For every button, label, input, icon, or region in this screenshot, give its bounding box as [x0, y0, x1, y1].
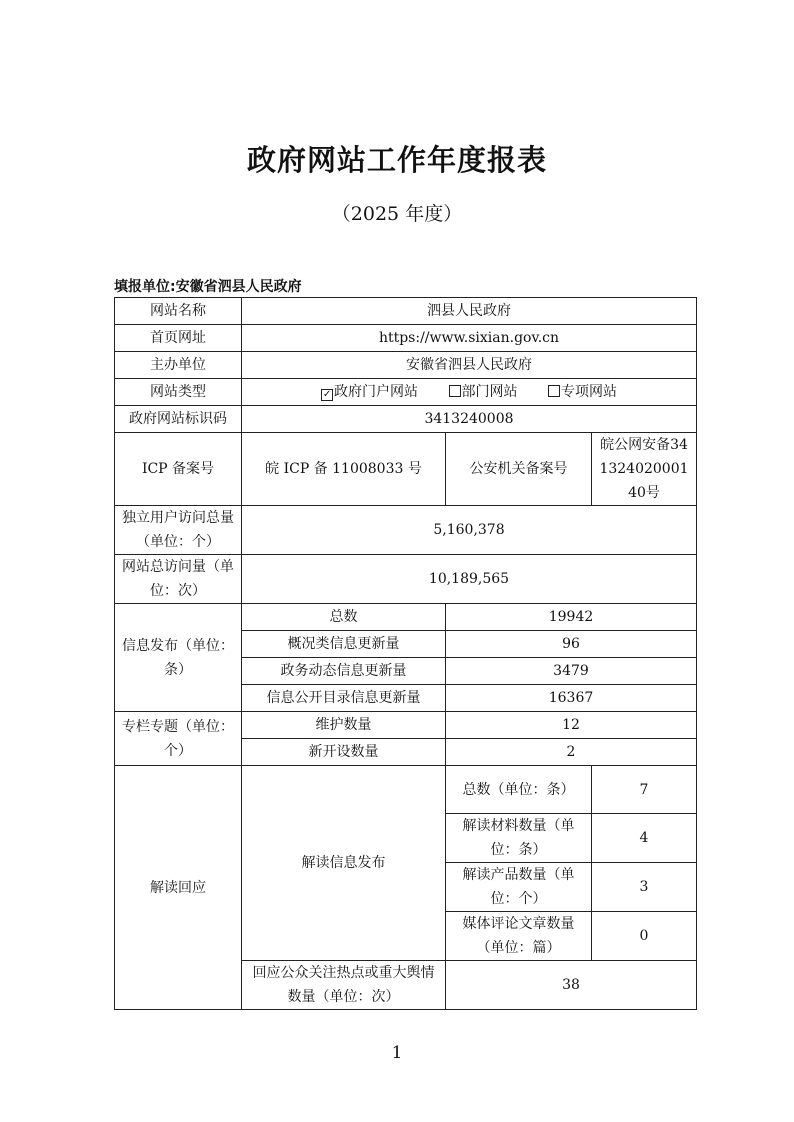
row-homepage — [115, 325, 697, 352]
columns-row-value: 12 — [446, 712, 697, 739]
option-department: 部门网站 — [449, 380, 518, 404]
info-row-label: 总数 — [242, 604, 446, 631]
interp-row-label: 解读产品数量（单位：个） — [446, 863, 592, 912]
columns-row-value: 2 — [446, 739, 697, 766]
info-row-label: 政务动态信息更新量 — [242, 658, 446, 685]
columns-label: 专栏专题（单位：个） — [115, 712, 242, 766]
columns-row-label: 维护数量 — [242, 712, 446, 739]
checked-box-icon: ✓ — [322, 389, 332, 400]
row-site-code — [115, 406, 697, 433]
total-visits-value: 10,189,565 — [242, 555, 697, 604]
info-publish-label: 信息发布（单位：条） — [115, 604, 242, 712]
page-title: 政府网站工作年度报表 — [246, 143, 547, 177]
site-type-label: 网站类型 — [115, 379, 242, 406]
report-table — [114, 297, 697, 1010]
police-value: 皖公网安备34132402000140号 — [592, 433, 697, 506]
interp-row-value: 0 — [592, 912, 697, 961]
row-interp-total — [115, 766, 697, 814]
icp-value: 皖 ICP 备 11008033 号 — [242, 433, 446, 506]
site-name-value: 泗县人民政府 — [242, 298, 697, 325]
interp-row-value: 3 — [592, 863, 697, 912]
row-site-type — [115, 379, 697, 406]
info-row-value: 3479 — [446, 658, 697, 685]
interpretation-sub-label: 解读信息发布 — [242, 766, 446, 961]
row-icp — [115, 433, 697, 506]
info-row-value: 19942 — [446, 604, 697, 631]
filing-unit: 填报单位:安徽省泗县人民政府 — [114, 279, 302, 295]
row-unique-visitors — [115, 506, 697, 555]
interp-row-label: 总数（单位：条） — [446, 766, 592, 814]
report-year: （2025 年度） — [331, 203, 463, 225]
icp-label: ICP 备案号 — [115, 433, 242, 506]
page-number: 1 — [391, 1043, 403, 1063]
info-row-label: 概况类信息更新量 — [242, 631, 446, 658]
row-info-total — [115, 604, 697, 631]
interp-row-value: 4 — [592, 814, 697, 863]
host-label: 主办单位 — [115, 352, 242, 379]
info-row-value: 96 — [446, 631, 697, 658]
response-value: 38 — [446, 961, 697, 1010]
site-code-label: 政府网站标识码 — [115, 406, 242, 433]
response-label: 回应公众关注热点或重大舆情数量（单位：次） — [242, 961, 446, 1010]
homepage-value: https://www.sixian.gov.cn — [242, 325, 697, 352]
unique-visitors-value: 5,160,378 — [242, 506, 697, 555]
option-special: 专项网站 — [548, 380, 617, 404]
interpretation-label: 解读回应 — [115, 766, 242, 1010]
row-total-visits — [115, 555, 697, 604]
interp-row-label: 解读材料数量（单位：条） — [446, 814, 592, 863]
row-site-name — [115, 298, 697, 325]
option-portal: ✓ 政府门户网站 — [322, 384, 419, 400]
unchecked-box-icon — [548, 385, 560, 397]
site-type-options — [242, 379, 697, 406]
homepage-label: 首页网址 — [115, 325, 242, 352]
total-visits-label: 网站总访问量（单位：次） — [115, 555, 242, 604]
unchecked-box-icon — [449, 385, 461, 397]
site-code-value: 3413240008 — [242, 406, 697, 433]
interp-row-value: 7 — [592, 766, 697, 814]
info-row-value: 16367 — [446, 685, 697, 712]
site-name-label: 网站名称 — [115, 298, 242, 325]
interp-row-label: 媒体评论文章数量（单位：篇） — [446, 912, 592, 961]
host-value: 安徽省泗县人民政府 — [242, 352, 697, 379]
row-host — [115, 352, 697, 379]
columns-row-label: 新开设数量 — [242, 739, 446, 766]
unique-visitors-label: 独立用户访问总量（单位：个） — [115, 506, 242, 555]
info-row-label: 信息公开目录信息更新量 — [242, 685, 446, 712]
police-label: 公安机关备案号 — [446, 433, 592, 506]
row-columns-maintained — [115, 712, 697, 739]
